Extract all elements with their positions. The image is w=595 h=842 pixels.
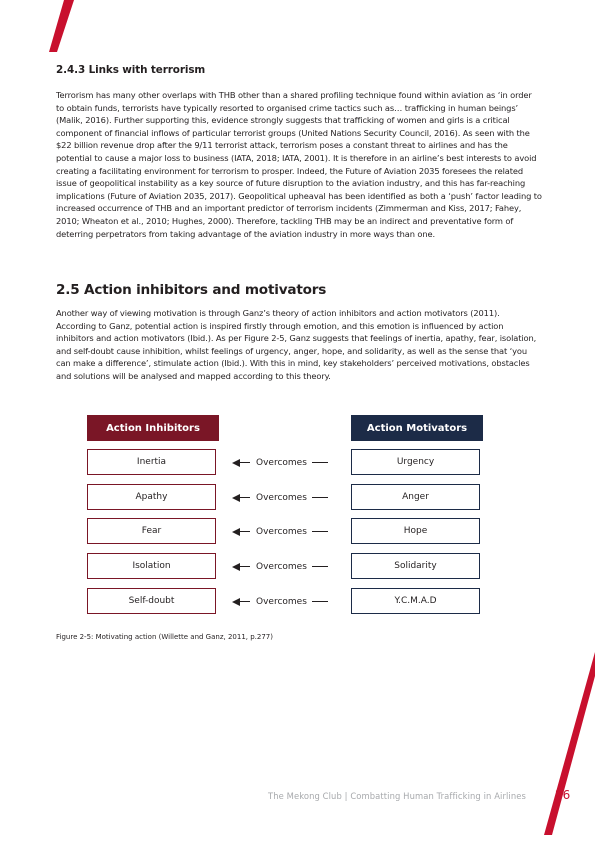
arrow-left-icon — [232, 494, 240, 502]
paragraph-action: Another way of viewing motivation is through Ganz’s theory of action inhibitors and action motivators (2011). According to Ganz, potential action is inspired firstly through emotion, and this emotion is influenced by action inhibitors and action motivators (Ibid.). As per Figure 2-5, Ganz suggests that feelings of inertia, apathy, fear, isolation, and self-doubt cause inhibition, whilst feelings of urgency, anger, hope, and solidarity, as well as the sense that ‘you can make a difference’, stimulate action (Ibid.). With this in mind, key stakeholders’ perceived motivations, obstacles and solutions will be analysed and mapped according to this theory. — [56, 308, 537, 381]
section-heading-links-terrorism: 2.4.3 Links with terrorism — [56, 64, 206, 76]
arrow-left-icon — [232, 598, 240, 606]
motivator-box: Hope — [351, 518, 480, 544]
figure-row — [0, 588, 595, 618]
inhibitor-box: Apathy — [87, 484, 216, 510]
arrow-left-icon — [232, 563, 240, 571]
figure-row — [0, 449, 595, 479]
motivators-header: Action Motivators — [351, 415, 483, 441]
paragraph-terrorism: Terrorism has many other overlaps with THB other than a shared profiling technique found within aviation as ‘in order to obtain funds, terrorists have typically resorted to organised crime tactics such as… trafficking in human beings’ (Malik, 2016). Further supporting this, evidence strongly suggests that trafficking of women and girls is a critical component of financial inflows of particular terrorist groups (United Nations Security Council, 2016). As seen with the $22 billion revenue drop after the 9/11 terrorist attack, terrorism poses a constant threat to airlines and has the potential to cause a major loss to business (IATA, 2018; IATA, 2001). It is therefore in an airline’s best interests to avoid creating a facilitating environment for terrorism to prosper. Indeed, the Future of Aviation 2035 foresees the related issue of geopolitical instability as a key source of future disruption to the aviation industry, and this has far-reaching implications (Future of Aviation 2035, 2017). Geopolitical upheaval has been identified as both a ‘push’ factor leading to increased occurrence of THB and an important predictor of terrorism incidents (Zimmerman and Kiss, 2017; Fahey, 2010; Wheaton et al., 2010; Hughes, 2000). Therefore, tackling THB may be an indirect and preventative form of deterring perpetrators from taking advantage of the aviation industry in more ways than one. — [56, 90, 542, 239]
figure-caption: Figure 2-5: Motivating action (Willette and Ganz, 2011, p.277) — [56, 633, 273, 641]
bottom-accent-stroke — [500, 650, 595, 842]
inhibitors-header: Action Inhibitors — [87, 415, 219, 441]
overcomes-label: Overcomes — [256, 457, 307, 468]
inhibitor-box: Self-doubt — [87, 588, 216, 614]
motivator-box: Y.C.M.A.D — [351, 588, 480, 614]
overcomes-label: Overcomes — [256, 561, 307, 572]
arrow-left-icon — [232, 528, 240, 536]
figure-row — [0, 484, 595, 514]
inhibitor-box: Isolation — [87, 553, 216, 579]
figure-row — [0, 518, 595, 548]
inhibitor-box: Fear — [87, 518, 216, 544]
overcomes-label: Overcomes — [256, 492, 307, 503]
inhibitor-box: Inertia — [87, 449, 216, 475]
motivator-box: Solidarity — [351, 553, 480, 579]
overcomes-connector — [232, 588, 336, 615]
section-heading-action: 2.5 Action inhibitors and motivators — [56, 282, 327, 298]
figure-row — [0, 553, 595, 583]
motivator-box: Anger — [351, 484, 480, 510]
overcomes-label: Overcomes — [256, 596, 307, 607]
overcomes-connector — [232, 484, 336, 511]
page-number: 26 — [555, 788, 571, 802]
overcomes-connector — [232, 553, 336, 580]
overcomes-connector — [232, 449, 336, 476]
motivator-box: Urgency — [351, 449, 480, 475]
overcomes-connector — [232, 518, 336, 545]
arrow-left-icon — [232, 459, 240, 467]
overcomes-label: Overcomes — [256, 526, 307, 537]
footer-text: The Mekong Club | Combatting Human Trafficking in Airlines — [268, 791, 526, 801]
top-accent-stroke — [0, 0, 80, 60]
